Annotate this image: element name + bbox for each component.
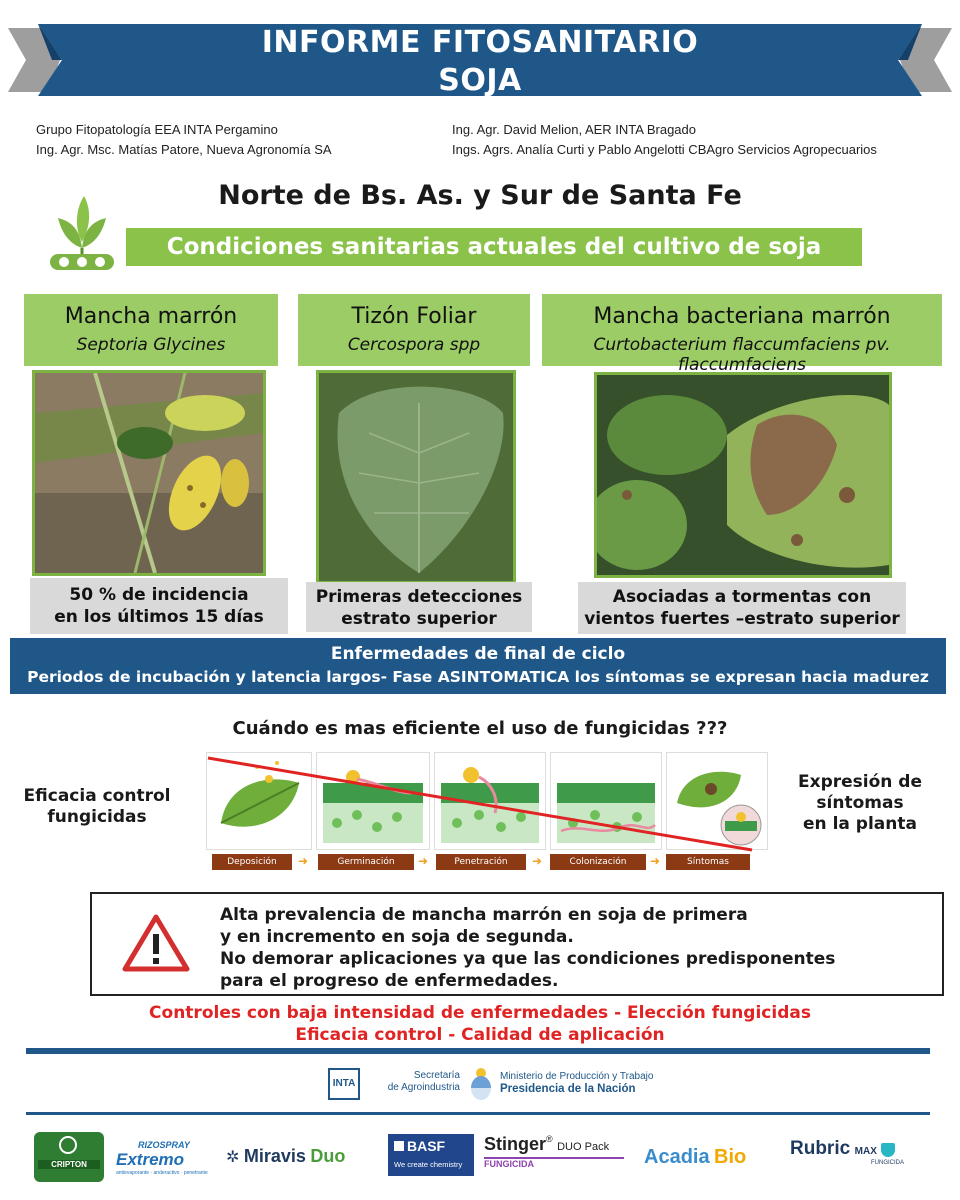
- symptoms-label: [780, 772, 940, 835]
- miravis-duo: Duo: [310, 1146, 346, 1166]
- authors-left: [36, 120, 332, 160]
- secretaria-logo: [380, 1070, 460, 1094]
- disease-scientific-name: Septoria Glycines: [76, 335, 226, 355]
- disease-name: Mancha marrón: [64, 304, 238, 329]
- efficacy-label-line: fungicidas: [47, 807, 147, 827]
- disease-name: Mancha bacteriana marrón: [593, 304, 891, 329]
- symptoms-label-line: en la planta: [803, 814, 917, 834]
- note-tizon-foliar: [306, 582, 532, 632]
- alert-box: [90, 892, 944, 996]
- soy-plant-icon: [44, 192, 120, 276]
- author-line: Ing. Agr. Msc. Matías Patore, Nueva Agronomía SA: [36, 142, 332, 157]
- basf-name: [394, 1138, 445, 1154]
- miravis-star-icon: ✲: [226, 1149, 240, 1166]
- ministerio-logo: [500, 1070, 653, 1096]
- ministerio-line: Ministerio de Producción y Trabajo: [500, 1071, 654, 1082]
- stage-label-deposition: Deposición: [212, 854, 292, 870]
- report-title: [60, 24, 900, 100]
- rubric-name: Rubric: [790, 1138, 851, 1159]
- leaf-photo-illustration: [35, 373, 263, 573]
- acadia-name: Acadia: [644, 1146, 710, 1168]
- bayer-cross-icon: [59, 1136, 77, 1154]
- disease-scientific-name: Cercospora spp: [347, 335, 481, 355]
- alert-message: [220, 904, 920, 992]
- acadia-bio: Bio: [714, 1146, 747, 1168]
- miravis-name: Miravis: [243, 1146, 306, 1166]
- author-line: Grupo Fitopatología EEA INTA Pergamino: [36, 122, 278, 137]
- rubric-sub: FUNGICIDA: [871, 1160, 904, 1166]
- rizospray-logo: [116, 1140, 220, 1176]
- stage-label-germination: Germinación: [318, 854, 414, 870]
- region-title: Norte de Bs. As. y Sur de Santa Fe: [218, 180, 742, 211]
- cripton-label: CRIPTON: [38, 1160, 100, 1169]
- stage-label-colonization: Colonización: [550, 854, 646, 870]
- photo-mancha-bacteriana: [594, 372, 892, 578]
- miravis-logo: [226, 1146, 345, 1167]
- note-line: vientos fuertes –estrato superior: [584, 609, 900, 629]
- authors-right: [452, 120, 877, 160]
- argentina-coat-of-arms-icon: [468, 1066, 494, 1102]
- alert-line: para el progreso de enfermedades.: [220, 971, 559, 991]
- stinger-logo: [484, 1134, 630, 1169]
- cycle-bar-subtitle: Periodos de incubación y latencia largos- Fase ASINTOMATICA los síntomas se expresan hacia madurez: [27, 668, 929, 686]
- recommendation-line: Controles con baja intensidad de enfermedades - Elección fungicidas: [149, 1003, 811, 1023]
- alert-line: No demorar aplicaciones ya que las condiciones predisponentes: [220, 949, 836, 969]
- rizospray-main: Extremo: [116, 1150, 185, 1169]
- disease-name: Tizón Foliar: [351, 304, 477, 329]
- note-line: Asociadas a tormentas con: [612, 587, 872, 607]
- leaf-photo-illustration: [597, 375, 889, 575]
- infection-stages-diagram: [204, 750, 770, 874]
- recommendation: [80, 1002, 880, 1046]
- cripton-logo: [34, 1132, 104, 1182]
- note-line: estrato superior: [341, 609, 497, 629]
- stage-label-symptoms: Síntomas: [666, 854, 750, 870]
- fungicide-question: Cuándo es mas eficiente el uso de fungicidas ???: [232, 718, 728, 739]
- registered-mark: ®: [546, 1134, 553, 1144]
- arrow-right-icon: ➜: [418, 854, 429, 868]
- basf-logo: [388, 1134, 474, 1176]
- note-mancha-marron: [30, 578, 288, 634]
- report-title-line2: SOJA: [438, 63, 522, 98]
- alert-line: y en incremento en soja de segunda.: [220, 927, 574, 947]
- declining-efficacy-line: [204, 750, 770, 874]
- rubric-max: MAX: [854, 1146, 877, 1157]
- note-line: Primeras detecciones: [315, 587, 523, 607]
- warning-icon: [122, 914, 190, 972]
- rizospray-top: RIZOSPRAY: [138, 1140, 190, 1150]
- symptoms-label-line: síntomas: [816, 793, 904, 813]
- photo-mancha-marron: [32, 370, 266, 576]
- disease-card-tizon-foliar: [298, 294, 530, 366]
- stinger-name: Stinger: [484, 1134, 547, 1154]
- photo-tizon-foliar: [316, 370, 516, 584]
- leaf-photo-illustration: [319, 373, 513, 581]
- divider: [26, 1048, 930, 1054]
- conditions-bar: Condiciones sanitarias actuales del cultivo de soja: [126, 228, 862, 266]
- rubric-logo: [790, 1138, 912, 1166]
- ministerio-line: Presidencia de la Nación: [500, 1083, 636, 1095]
- rubric-shield-icon: [881, 1143, 895, 1157]
- recommendation-line: Eficacia control - Calidad de aplicación: [295, 1025, 665, 1045]
- cycle-bar-title: Enfermedades de final de ciclo: [330, 644, 626, 664]
- stage-label-penetration: Penetración: [436, 854, 526, 870]
- note-mancha-bacteriana: [578, 582, 906, 634]
- disease-card-mancha-bacteriana: [542, 294, 942, 375]
- basf-tagline: We create chemistry: [394, 1160, 463, 1169]
- note-line: en los últimos 15 días: [54, 607, 264, 627]
- disease-card-mancha-marron: [24, 294, 278, 366]
- basf-square-icon: [394, 1141, 404, 1151]
- efficacy-label-line: Eficacia control: [23, 786, 171, 806]
- alert-line: Alta prevalencia de mancha marrón en soja de primera: [220, 905, 748, 925]
- basf-text: BASF: [407, 1138, 446, 1154]
- symptoms-label-line: Expresión de: [797, 772, 922, 792]
- end-of-cycle-bar: [10, 638, 946, 694]
- stinger-duo: DUO Pack: [557, 1141, 610, 1153]
- arrow-right-icon: ➜: [298, 854, 309, 868]
- institution-logos: [328, 1066, 658, 1104]
- rizospray-sub: antievaporante · anderactivo · penetrante: [116, 1170, 208, 1176]
- efficacy-label: [22, 786, 172, 828]
- acadia-logo: [644, 1146, 746, 1169]
- inta-logo: INTA: [328, 1068, 360, 1100]
- report-title-line1: INFORME FITOSANITARIO: [261, 25, 699, 60]
- disease-scientific-name: Curtobacterium flaccumfaciens pv. flaccumfaciens: [593, 335, 891, 375]
- arrow-right-icon: ➜: [532, 854, 543, 868]
- divider: [26, 1112, 930, 1115]
- secretaria-line: Secretaría: [413, 1070, 460, 1081]
- stinger-sub: FUNGICIDA: [484, 1159, 534, 1169]
- note-line: 50 % de incidencia: [69, 585, 249, 605]
- author-line: Ings. Agrs. Analía Curti y Pablo Angelotti CBAgro Servicios Agropecuarios: [452, 142, 877, 157]
- arrow-right-icon: ➜: [650, 854, 661, 868]
- secretaria-line: de Agroindustria: [387, 1082, 460, 1093]
- author-line: Ing. Agr. David Melion, AER INTA Bragado: [452, 122, 696, 137]
